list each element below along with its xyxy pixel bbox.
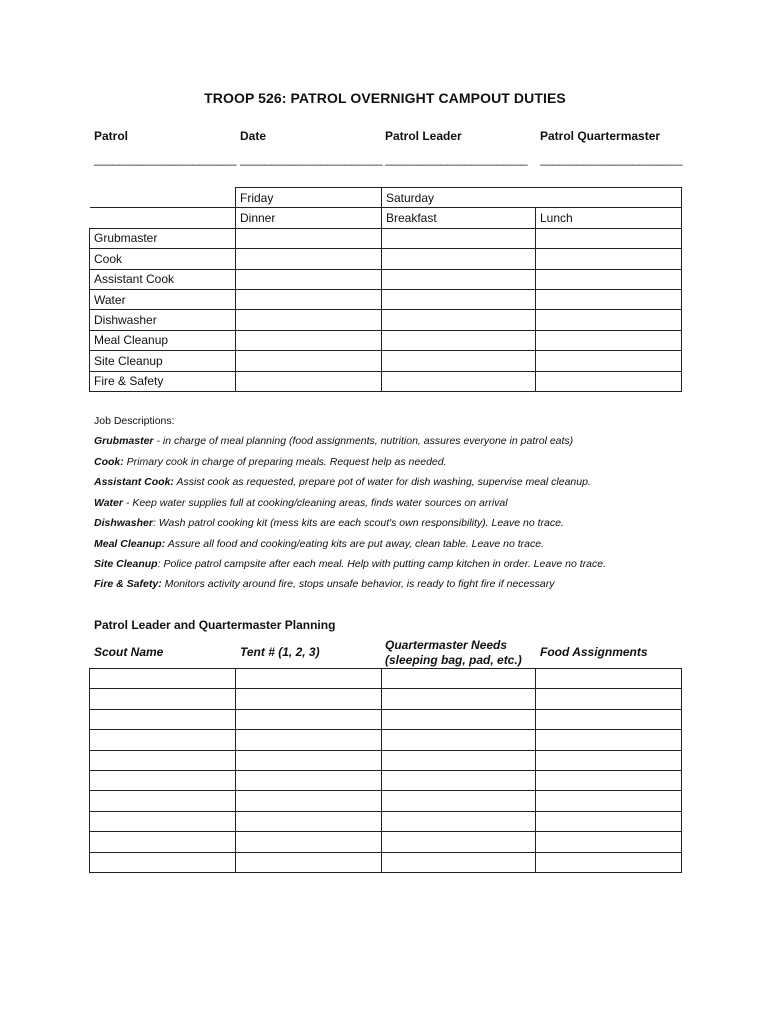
qm-needs-cell[interactable] xyxy=(382,811,536,831)
food-cell[interactable] xyxy=(536,709,682,729)
qm-needs-cell[interactable] xyxy=(382,770,536,790)
assign-cell[interactable] xyxy=(382,310,536,330)
scout-name-cell[interactable] xyxy=(90,689,236,709)
job-description-item xyxy=(94,435,573,447)
job-term: Fire & Safety: xyxy=(94,578,162,590)
assign-cell[interactable] xyxy=(536,330,682,350)
planning-row xyxy=(90,709,682,729)
assign-cell[interactable] xyxy=(382,269,536,289)
job-description-item xyxy=(94,497,508,509)
job-term: Assistant Cook: xyxy=(94,476,174,488)
job-description-item xyxy=(94,517,564,529)
qm-needs-cell[interactable] xyxy=(382,689,536,709)
assign-cell[interactable] xyxy=(536,289,682,309)
assign-cell[interactable] xyxy=(236,289,382,309)
job-term: Site Cleanup xyxy=(94,558,158,570)
assign-cell[interactable] xyxy=(236,228,382,248)
role-grubmaster: Grubmaster xyxy=(90,228,236,248)
col-tent: Tent # (1, 2, 3) xyxy=(240,645,320,659)
job-term: Cook: xyxy=(94,456,124,468)
job-description-item xyxy=(94,456,447,468)
duty-row xyxy=(90,371,682,391)
job-descriptions-heading: Job Descriptions: xyxy=(94,415,175,427)
meal-breakfast: Breakfast xyxy=(382,208,536,228)
tent-cell[interactable] xyxy=(236,730,382,750)
food-cell[interactable] xyxy=(536,750,682,770)
qm-needs-cell[interactable] xyxy=(382,750,536,770)
assign-cell[interactable] xyxy=(382,289,536,309)
job-text: : Wash patrol cooking kit (mess kits are each scout's own responsibility). Leave no trace. xyxy=(152,517,564,529)
tent-cell[interactable] xyxy=(236,811,382,831)
tent-cell[interactable] xyxy=(236,709,382,729)
planning-row xyxy=(90,832,682,852)
job-text: - Keep water supplies full at cooking/cleaning areas, finds water sources on arrival xyxy=(122,497,508,509)
qm-needs-cell[interactable] xyxy=(382,852,536,872)
duty-row xyxy=(90,330,682,350)
scout-name-cell[interactable] xyxy=(90,709,236,729)
col-scout-name: Scout Name xyxy=(94,645,164,659)
duty-row xyxy=(90,228,682,248)
day-saturday: Saturday xyxy=(382,188,682,208)
role-fire-safety: Fire & Safety xyxy=(90,371,236,391)
tent-cell[interactable] xyxy=(236,669,382,689)
planning-row xyxy=(90,770,682,790)
assign-cell[interactable] xyxy=(236,351,382,371)
assign-cell[interactable] xyxy=(536,249,682,269)
food-cell[interactable] xyxy=(536,811,682,831)
qm-needs-cell[interactable] xyxy=(382,832,536,852)
scout-name-cell[interactable] xyxy=(90,852,236,872)
assign-cell[interactable] xyxy=(382,330,536,350)
planning-row xyxy=(90,811,682,831)
job-description-item xyxy=(94,476,591,488)
patrol-leader-blank-line[interactable]: _______________________ xyxy=(385,152,527,166)
planning-row xyxy=(90,791,682,811)
scout-name-cell[interactable] xyxy=(90,669,236,689)
planning-row xyxy=(90,669,682,689)
assign-cell[interactable] xyxy=(382,228,536,248)
page-title: TROOP 526: PATROL OVERNIGHT CAMPOUT DUTIES xyxy=(204,90,566,106)
duty-row xyxy=(90,310,682,330)
qm-needs-cell[interactable] xyxy=(382,669,536,689)
qm-needs-cell[interactable] xyxy=(382,730,536,750)
col-qm-needs-line2: (sleeping bag, pad, etc.) xyxy=(385,653,522,667)
job-term: Dishwasher xyxy=(94,517,153,529)
planning-row xyxy=(90,730,682,750)
date-blank-line[interactable]: _______________________ xyxy=(240,152,382,166)
patrol-quartermaster-blank-line[interactable]: _______________________ xyxy=(540,152,682,166)
col-food-text: Food Assignments xyxy=(540,645,648,659)
assign-cell[interactable] xyxy=(536,351,682,371)
planning-table xyxy=(89,668,682,873)
role-dishwasher: Dishwasher xyxy=(90,310,236,330)
assign-cell[interactable] xyxy=(236,330,382,350)
job-text: Assure all food and cooking/eating kits are put away, clean table. Leave no trace. xyxy=(165,538,545,550)
job-description-item xyxy=(94,578,554,590)
qm-needs-cell[interactable] xyxy=(382,791,536,811)
tent-cell[interactable] xyxy=(236,791,382,811)
role-cook: Cook xyxy=(90,249,236,269)
duty-row xyxy=(90,351,682,371)
day-friday: Friday xyxy=(236,188,382,208)
tent-cell[interactable] xyxy=(236,689,382,709)
col-qm-needs-line1: Quartermaster Needs xyxy=(385,638,508,652)
role-assistant-cook: Assistant Cook xyxy=(90,269,236,289)
duty-row xyxy=(90,289,682,309)
job-text: : Police patrol campsite after each meal. Help with putting camp kitchen in order. Leave no trace. xyxy=(157,558,607,570)
tent-cell[interactable] xyxy=(236,770,382,790)
assign-cell[interactable] xyxy=(236,269,382,289)
scout-name-cell[interactable] xyxy=(90,832,236,852)
meal-lunch: Lunch xyxy=(536,208,682,228)
assign-cell[interactable] xyxy=(236,371,382,391)
assign-cell[interactable] xyxy=(382,249,536,269)
job-description-item xyxy=(94,558,606,570)
role-water: Water xyxy=(90,289,236,309)
assign-cell[interactable] xyxy=(536,228,682,248)
planning-row xyxy=(90,689,682,709)
assign-cell[interactable] xyxy=(536,269,682,289)
food-cell[interactable] xyxy=(536,770,682,790)
food-cell[interactable] xyxy=(536,791,682,811)
assign-cell[interactable] xyxy=(382,371,536,391)
tent-cell[interactable] xyxy=(236,750,382,770)
meal-dinner: Dinner xyxy=(236,208,382,228)
job-description-item xyxy=(94,538,544,550)
scout-name-cell[interactable] xyxy=(90,770,236,790)
job-term: Water xyxy=(94,497,123,509)
job-text: Primary cook in charge of preparing meals. Request help as needed. xyxy=(123,456,447,468)
job-term: Meal Cleanup: xyxy=(94,538,166,550)
duty-row xyxy=(90,269,682,289)
tent-cell[interactable] xyxy=(236,852,382,872)
patrol-blank-line[interactable]: _______________________ xyxy=(94,152,236,166)
planning-title: Patrol Leader and Quartermaster Planning xyxy=(94,618,336,632)
planning-row xyxy=(90,750,682,770)
job-text: - in charge of meal planning (food assignments, nutrition, assures everyone in patrol eats) xyxy=(153,435,574,447)
patrol-leader-label: Patrol Leader xyxy=(385,129,462,143)
food-cell[interactable] xyxy=(536,669,682,689)
food-cell[interactable] xyxy=(536,832,682,852)
scout-name-cell[interactable] xyxy=(90,811,236,831)
assign-cell[interactable] xyxy=(536,371,682,391)
scout-name-cell[interactable] xyxy=(90,791,236,811)
food-cell[interactable] xyxy=(536,730,682,750)
assign-cell[interactable] xyxy=(382,351,536,371)
assign-cell[interactable] xyxy=(236,249,382,269)
role-meal-cleanup: Meal Cleanup xyxy=(90,330,236,350)
duty-table xyxy=(89,187,682,392)
patrol-quartermaster-label: Patrol Quartermaster xyxy=(540,129,661,143)
role-site-cleanup: Site Cleanup xyxy=(90,351,236,371)
scout-name-cell[interactable] xyxy=(90,730,236,750)
corner-cell xyxy=(90,188,236,208)
food-cell[interactable] xyxy=(536,852,682,872)
tent-cell[interactable] xyxy=(236,832,382,852)
food-cell[interactable] xyxy=(536,689,682,709)
assign-cell[interactable] xyxy=(236,310,382,330)
duty-row xyxy=(90,249,682,269)
scout-name-cell[interactable] xyxy=(90,750,236,770)
qm-needs-cell[interactable] xyxy=(382,709,536,729)
job-term: Grubmaster xyxy=(94,435,154,447)
job-text: Monitors activity around fire, stops unsafe behavior, is ready to fight fire if necessary xyxy=(161,578,555,590)
col-food-assignments xyxy=(540,645,648,659)
job-text: Assist cook as requested, prepare pot of water for dish washing, supervise meal cleanup. xyxy=(173,476,591,488)
assign-cell[interactable] xyxy=(536,310,682,330)
corner-cell xyxy=(90,208,236,228)
patrol-label: Patrol xyxy=(94,129,129,143)
date-label: Date xyxy=(240,129,267,143)
planning-row xyxy=(90,852,682,872)
